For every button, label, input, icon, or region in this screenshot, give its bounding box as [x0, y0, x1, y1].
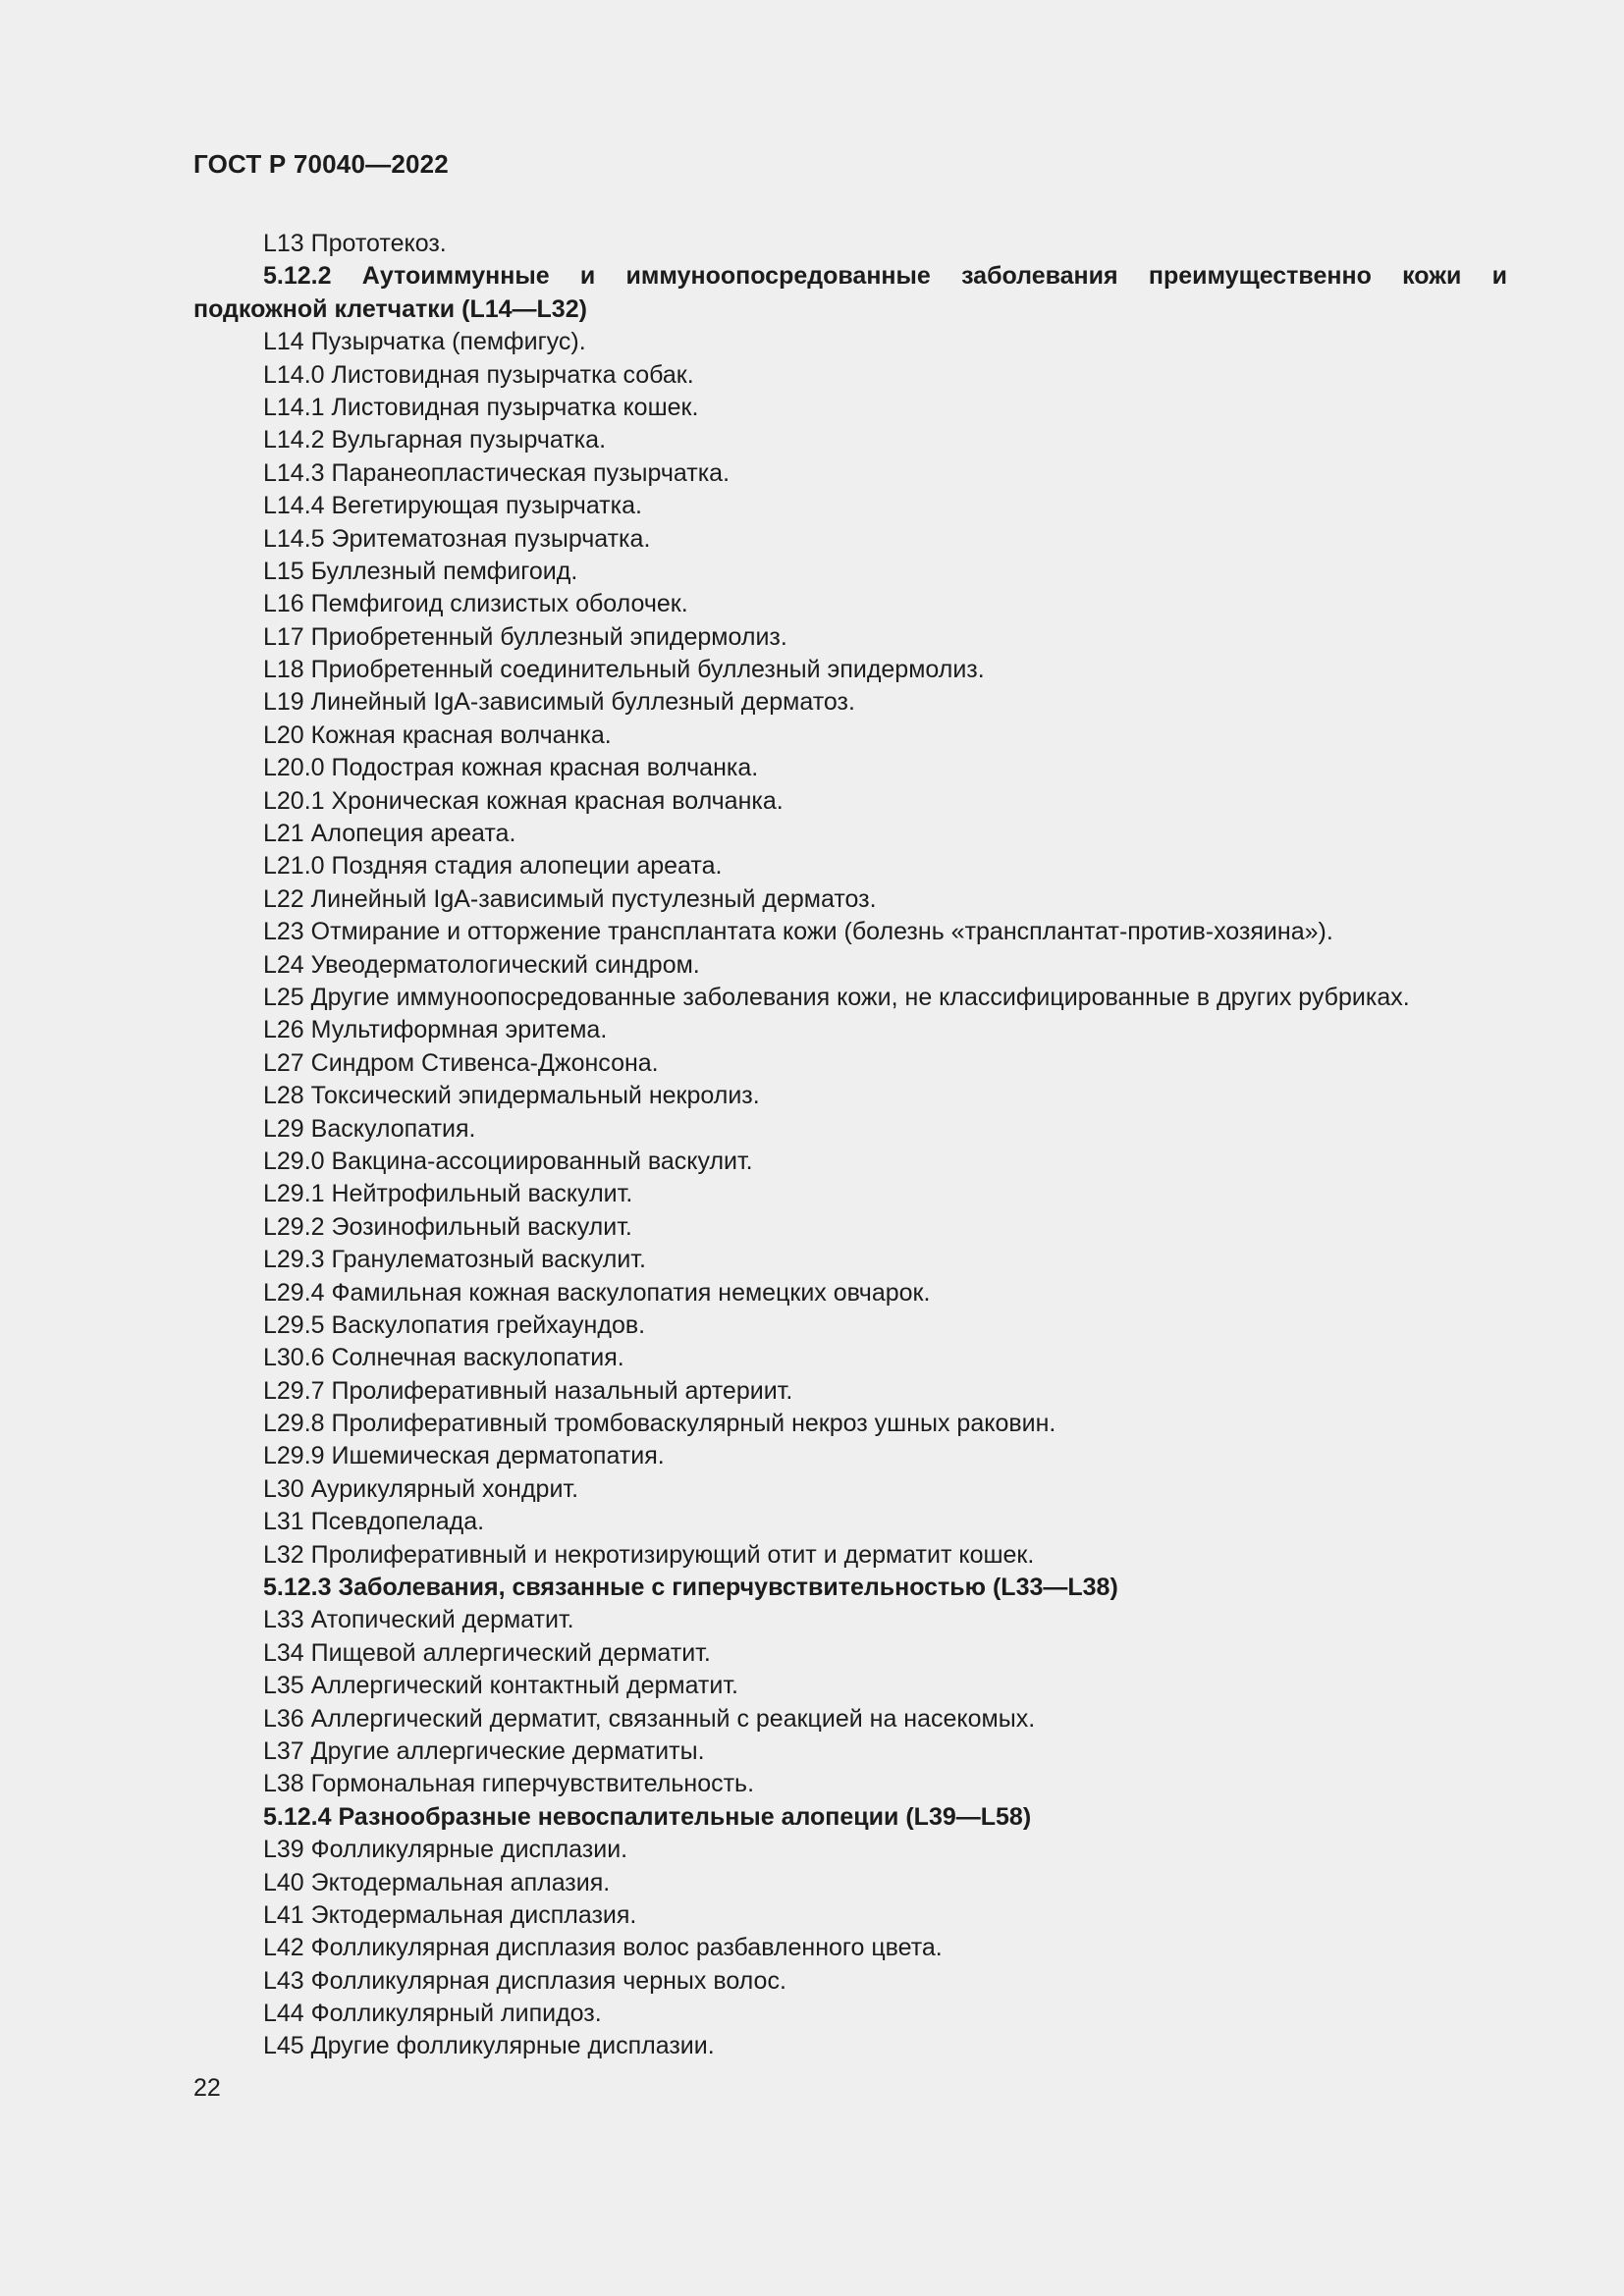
section-heading-continuation: подкожной клетчатки (L14—L32)	[193, 294, 587, 323]
list-item: L42 Фолликулярная дисплазия волос разбавленного цвета.	[263, 1934, 943, 1962]
list-item: L37 Другие аллергические дерматиты.	[263, 1736, 705, 1765]
list-item: L29.0 Вакцина-ассоциированный васкулит.	[263, 1147, 753, 1175]
list-item: L20.1 Хроническая кожная красная волчанка.	[263, 786, 784, 815]
list-item: L39 Фолликулярные дисплазии.	[263, 1836, 628, 1864]
list-item: L29.2 Эозинофильный васкулит.	[263, 1212, 632, 1241]
list-item: L41 Эктодермальная дисплазия.	[263, 1900, 637, 1929]
section-heading: 5.12.4 Разнообразные невоспалительные алопеции (L39—L58)	[263, 1802, 1032, 1831]
list-item: L44 Фолликулярный липидоз.	[263, 2000, 602, 2028]
list-item: L15 Буллезный пемфигоид.	[263, 557, 578, 585]
list-item: L29.8 Пролиферативный тромбоваскулярный некроз ушных раковин.	[263, 1410, 1056, 1438]
list-item: L14.0 Листовидная пузырчатка собак.	[263, 360, 694, 389]
list-item: L14.3 Паранеопластическая пузырчатка.	[263, 458, 731, 487]
list-item: L29.5 Васкулопатия грейхаундов.	[263, 1310, 646, 1339]
list-item: L14.2 Вульгарная пузырчатка.	[263, 426, 607, 454]
list-item: L16 Пемфигоид слизистых оболочек.	[263, 590, 688, 618]
list-item: L14.4 Вегетирующая пузырчатка.	[263, 492, 642, 520]
list-item: L14 Пузырчатка (пемфигус).	[263, 328, 586, 356]
list-item: L21 Алопеция ареата.	[263, 820, 516, 848]
section-heading: 5.12.2 Аутоиммунные и иммуноопосредованные заболевания преимущественно кожи и	[263, 262, 1507, 291]
page-header-standard-id: ГОСТ Р 70040—2022	[193, 149, 449, 179]
list-item: L40 Эктодермальная аплазия.	[263, 1868, 611, 1896]
list-item: L29.4 Фамильная кожная васкулопатия немецких овчарок.	[263, 1278, 931, 1307]
list-item: L13 Прототекоз.	[263, 230, 447, 257]
list-item: L18 Приобретенный соединительный буллезный эпидермолиз.	[263, 656, 985, 684]
list-item: L14.1 Листовидная пузырчатка кошек.	[263, 393, 699, 421]
list-item: L31 Псевдопелада.	[263, 1508, 485, 1536]
list-item: L24 Увеодерматологический синдром.	[263, 950, 700, 979]
list-item: L27 Синдром Стивенса-Джонсона.	[263, 1048, 659, 1077]
list-item: L17 Приобретенный буллезный эпидермолиз.	[263, 622, 787, 651]
list-item: L28 Токсический эпидермальный некролиз.	[263, 1082, 760, 1110]
section-heading: 5.12.3 Заболевания, связанные с гиперчувствительностью (L33—L38)	[263, 1574, 1118, 1602]
list-item: L20.0 Подострая кожная красная волчанка.	[263, 754, 759, 782]
list-item: L38 Гормональная гиперчувствительность.	[263, 1770, 755, 1798]
list-item: L43 Фолликулярная дисплазия черных волос.	[263, 1966, 786, 1995]
page-number: 22	[193, 2074, 221, 2102]
list-item: L20 Кожная красная волчанка.	[263, 721, 612, 749]
list-item: L29.7 Пролиферативный назальный артериит.	[263, 1376, 793, 1405]
list-item: L22 Линейный IgA-зависимый пустулезный дерматоз.	[263, 884, 877, 913]
list-item: L23 Отмирание и отторжение трансплантата кожи (болезнь «трансплантат-против-хозяина»).	[263, 918, 1333, 946]
list-item: L29.9 Ишемическая дерматопатия.	[263, 1442, 665, 1470]
list-item: L14.5 Эритематозная пузырчатка.	[263, 524, 651, 553]
list-item: L32 Пролиферативный и некротизирующий отит и дерматит кошек.	[263, 1540, 1035, 1569]
list-item: L29.3 Гранулематозный васкулит.	[263, 1246, 646, 1274]
list-item: L45 Другие фолликулярные дисплазии.	[263, 2032, 715, 2060]
list-item: L30 Аурикулярный хондрит.	[263, 1474, 579, 1503]
list-item: L30.6 Солнечная васкулопатия.	[263, 1344, 624, 1372]
list-item: L33 Атопический дерматит.	[263, 1606, 574, 1634]
list-item: L21.0 Поздняя стадия алопеции ареата.	[263, 852, 723, 881]
list-item: L35 Аллергический контактный дерматит.	[263, 1672, 738, 1700]
list-item: L25 Другие иммуноопосредованные заболевания кожи, не классифицированные в других рубриках.	[263, 983, 1410, 1011]
list-item: L34 Пищевой аллергический дерматит.	[263, 1638, 711, 1667]
list-item: L26 Мультиформная эритема.	[263, 1016, 608, 1044]
document-body	[193, 228, 1507, 2063]
list-item: L36 Аллергический дерматит, связанный с реакцией на насекомых.	[263, 1704, 1036, 1733]
list-item: L29.1 Нейтрофильный васкулит.	[263, 1180, 633, 1208]
list-item: L19 Линейный IgA-зависимый буллезный дерматоз.	[263, 688, 855, 717]
list-item: L29 Васкулопатия.	[263, 1114, 476, 1143]
